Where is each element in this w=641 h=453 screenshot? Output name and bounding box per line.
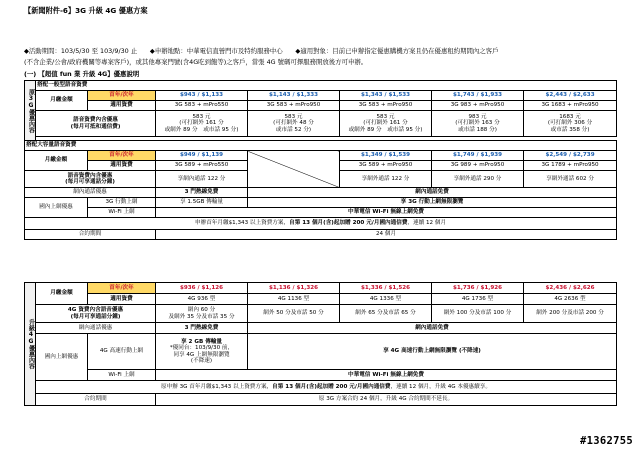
- plan-label: 適用資費: [88, 101, 156, 111]
- row-4g-value: 享 2 GB 傳輸量 *優同台：103/9/30 前， 同享 4G 上網無限瀏覽 (不降速): [156, 334, 248, 370]
- net-in-value: 網內通話免費: [248, 323, 617, 334]
- net-in-label: 網內通話優惠: [25, 188, 156, 198]
- row-wifi-label: Wi-Fi 上網: [88, 370, 156, 381]
- term-value: 24 個月: [156, 230, 617, 240]
- price-cell: $1,143 / $1,333: [248, 91, 340, 101]
- plan-cell: 4G 936 型: [156, 294, 248, 305]
- net-in-value: 3 門熱線免費: [156, 188, 248, 198]
- price-cell: $2,436 / $2,626: [524, 283, 617, 294]
- table-4g-upgrade: [24, 282, 617, 406]
- price-cell: $1,749 / $1,939: [432, 151, 524, 161]
- price-cell: $2,549 / $2,739: [524, 151, 617, 161]
- price-cell: $1,343 / $1,533: [340, 91, 432, 101]
- voice-cell: 享網內通話 122 分: [156, 171, 248, 188]
- image-id-stamp: #1362755: [580, 435, 633, 447]
- voice-cell: 583 元 (可打網外 161 分 或網外 89 分 或市話 95 分): [156, 111, 248, 137]
- voice-cell: 網外 65 分及市話 65 分: [340, 305, 432, 323]
- year-month-label: 首年/次年: [88, 151, 156, 161]
- plan-cell: 4G 1736 型: [432, 294, 524, 305]
- price-cell: $936 / $1,126: [156, 283, 248, 294]
- net-in-value: 網內通話免費: [248, 188, 617, 198]
- page-title: 【新聞附件-6】3G 升級 4G 優惠方案: [24, 6, 148, 15]
- year-month-label: 首年/次年: [88, 91, 156, 101]
- voice-cell: 享網外通話 602 分: [524, 171, 617, 188]
- voice-cell: 網外 200 分及市話 200 分: [524, 305, 617, 323]
- table-3g-original: [24, 80, 617, 240]
- plan-label: 適用資費: [88, 161, 156, 171]
- row-wifi-value: 中華電信 Wi-Fi 無線上網免費: [156, 370, 617, 381]
- voice-label: 4G 資費內含語音優惠 (每月可享通話分鐘): [36, 305, 156, 323]
- voice-cell: 享網外通話 122 分: [340, 171, 432, 188]
- row-4g-value: 享 4G 高速行動上網無限瀏覽 (不降速): [248, 334, 617, 370]
- monthly-fee-label: 月繳金額: [25, 151, 88, 171]
- plan-cell: 4G 1336 型: [340, 294, 432, 305]
- voice-cell: 享網外通話 290 分: [432, 171, 524, 188]
- voice-cell: 583 元 (可打網外 48 分 或市話 52 分): [248, 111, 340, 137]
- plan-cell: 3G 583 + mPro950: [248, 101, 340, 111]
- row-3g-label: 3G 行動上網: [88, 198, 156, 208]
- empty-diagonal-cell: [248, 151, 340, 188]
- group1-title: 搭配一般型語音資費: [36, 81, 617, 91]
- monthly-fee-label: 月繳金額: [36, 91, 88, 111]
- plan-cell: 3G 583 + mPro550: [156, 101, 248, 111]
- voice-cell: 網外 100 分及市話 100 分: [432, 305, 524, 323]
- net-in-label: 網內通話優惠: [36, 323, 156, 334]
- price-cell: $1,743 / $1,933: [432, 91, 524, 101]
- monthly-fee-label: 月繳金額: [36, 283, 88, 305]
- row-4g-label: 4G 高速行動上網: [88, 334, 156, 370]
- term-label: 合約期間: [25, 230, 156, 240]
- plan-cell: 3G 589 + mPro950: [340, 161, 432, 171]
- year-month-label: 首年/次年: [88, 283, 156, 294]
- row-3g-value: 享 1.5GB 傳輸量: [156, 198, 248, 208]
- voice-cell: 983 元 (可打網外 163 分 或市話 188 分): [432, 111, 524, 137]
- price-cell: $1,136 / $1,326: [248, 283, 340, 294]
- data-label: 國內上網優惠: [36, 334, 88, 381]
- row-wifi-value: 中華電信 Wi-Fi 無線上網免費: [156, 208, 617, 218]
- voice-cell: 583 元 (可打網外 161 分 或網外 89 分 或市話 95 分): [340, 111, 432, 137]
- term-label: 合約期間: [36, 394, 156, 406]
- voice-label: 語音資費內含優惠 (每月可抵和通信費): [36, 111, 156, 137]
- voice-cell: 網外 50 分及市話 50 分: [248, 305, 340, 323]
- net-in-value: 3 門熱線免費: [156, 323, 248, 334]
- plan-cell: 3G 583 + mPro950: [340, 101, 432, 111]
- price-cell: $1,336 / $1,526: [340, 283, 432, 294]
- plan-cell: 3G 1789 + mPro950: [524, 161, 617, 171]
- price-cell: $2,443 / $2,633: [524, 91, 617, 101]
- plan-cell: 3G 1683 + mPro950: [524, 101, 617, 111]
- price-cell: $949 / $1,139: [156, 151, 248, 161]
- section-heading: (一) 【超值 fun 業 升級 4G】優惠說明: [24, 70, 140, 78]
- voice2-label: 語音資費內含優惠 (每月可享通話分鐘): [25, 171, 156, 188]
- plan-cell: 3G 589 + mPro550: [156, 161, 248, 171]
- term-value: 原 3G 方案合約 24 個月，升級 4G 合約期間不延長。: [156, 394, 617, 406]
- data-label: 國內上網優惠: [25, 198, 88, 218]
- info-line-2: (不含企業/公會/政府機關等專案客戶)，或其他專案門號(含4G吃到飽等)之客戶，當張 4G 號碼可擇服務開放後方可申辦。: [24, 58, 368, 66]
- promo-row: 原申辦 3G 首年月繳$1,343 以上資費方案，自第 13 個月(含)起加贈 200 元/月國內通信費，連續 12 個月，升級 4G 本優惠續享。: [36, 381, 617, 394]
- plan-label: 適用資費: [88, 294, 156, 305]
- voice-cell: 網內 60 分 及網外 35 分及市話 35 分: [156, 305, 248, 323]
- info-line-1: ◆活動期間：103/5/30 至 103/9/30 止 ◆申辦地點：中華電信直營門市及特約服務中心 ◆適用對象：目前已申辦指定優惠購機方案且仍在優惠租約期間內之客戶: [24, 47, 499, 55]
- plan-cell: 3G 989 + mPro950: [432, 161, 524, 171]
- promo-row: 申辦首年月繳$1,343 以上資費方案，自第 13 個月(含)起加贈 200 元/月國內通信費，連續 12 個月: [25, 218, 617, 230]
- price-cell: $1,736 / $1,926: [432, 283, 524, 294]
- plan-cell: 4G 1136 型: [248, 294, 340, 305]
- row-3g-value: 享 3G 行動上網無限瀏覽: [248, 198, 617, 208]
- row-wifi-label: Wi-Fi 上網: [88, 208, 156, 218]
- side-label: 升級4G優惠內容: [25, 283, 36, 406]
- price-cell: $1,349 / $1,539: [340, 151, 432, 161]
- plan-cell: 3G 983 + mPro950: [432, 101, 524, 111]
- plan-cell: 4G 2636 型: [524, 294, 617, 305]
- group2-title: 搭配大容量語音資費: [25, 141, 617, 151]
- voice-cell: 1683 元 (可打網外 306 分 或市話 358 分): [524, 111, 617, 137]
- side-label: 原3G優惠內容: [25, 81, 36, 141]
- price-cell: $943 / $1,133: [156, 91, 248, 101]
